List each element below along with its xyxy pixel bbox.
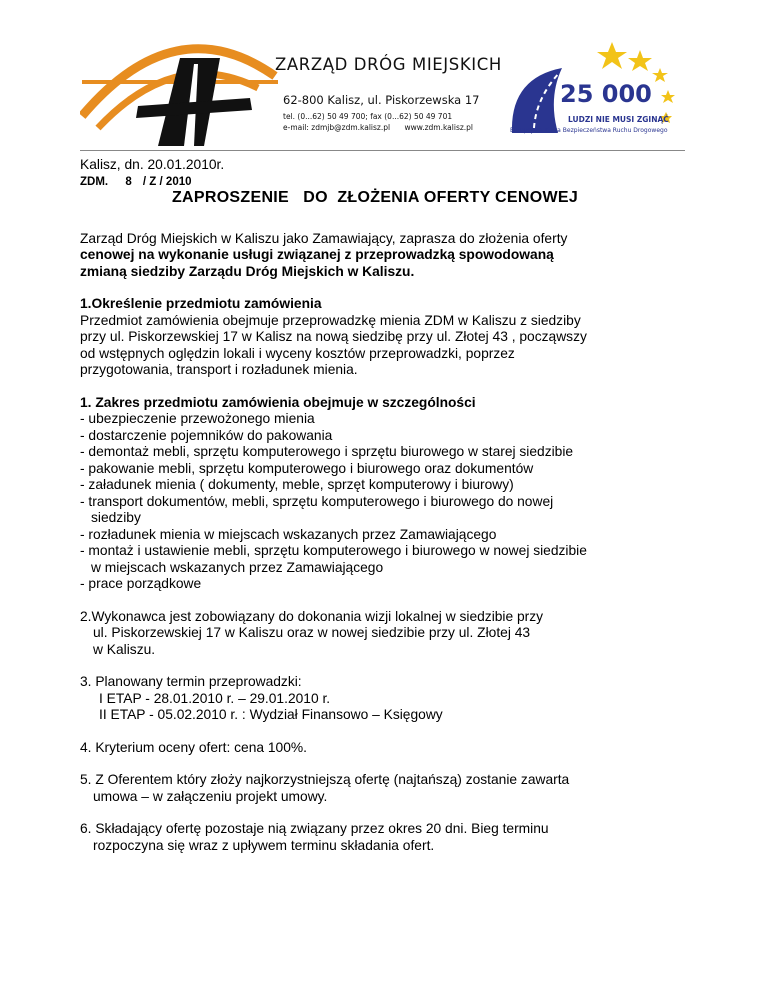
list-item: - prace porządkowe	[80, 576, 202, 591]
list-item: - pakowanie mebli, sprzętu komputerowego i biurowego oraz dokumentów	[80, 460, 534, 476]
section-contract: 5. Z Oferentem który złoży najkorzystniejszą ofertę (najtańszą) zostanie zawarta umowa – w załączeniu projekt umowy.	[80, 772, 570, 804]
list-item: - dostarczenie pojemników do pakowania	[80, 427, 333, 443]
org-contact	[283, 111, 473, 133]
document-title: ZAPROSZENIE DO ZŁOŻENIA OFERTY CENOWEJ	[171, 189, 579, 206]
list-item: - ubezpieczenie przewożonego mienia	[80, 411, 315, 426]
badge-number: 25 000	[560, 80, 652, 108]
list-item: - demontaż mebli, sprzętu komputerowego i sprzętu biurowego w starej siedzibie	[80, 444, 574, 459]
letterhead	[0, 0, 768, 150]
reference-number: ZDM. 8 / Z / 2010	[80, 175, 192, 188]
section-validity: 6. Składający ofertę pozostaje nią związany przez okres 20 dni. Bieg terminu rozpoczyna się wraz z upływem terminu składania ofert.	[80, 821, 549, 853]
intro-paragraph: Zarząd Dróg Miejskich w Kaliszu jako Zamawiający, zaprasza do złożenia oferty cenowej na wykonanie usługi związanej z przeprowadzką spowodowaną zmianą siedziby Zarządu Dróg Miejskich w Kaliszu.	[80, 230, 568, 279]
section-heading: 1. Zakres przedmiotu zamówienia obejmuje w szczególności	[80, 394, 476, 410]
list-item: - montaż i ustawienie mebli, sprzętu komputerowego i biurowego w nowej siedzibie	[80, 543, 587, 558]
section-site-visit: 2.Wykonawca jest zobowiązany do dokonania wizji lokalnej w siedzibie przy ul. Piskorzewskiej 17 w Kaliszu oraz w nowej siedzibie przy ul. Złotej 43 w Kaliszu.	[80, 608, 544, 657]
list-item: - transport dokumentów, mebli, sprzętu komputerowego i biurowego do nowej	[80, 493, 554, 509]
letter-body	[80, 157, 700, 854]
header-divider	[80, 150, 685, 151]
badge-subtitle: Europejska Karta Bezpieczeństwa Ruchu Drogowego	[510, 127, 668, 134]
letter-date: Kalisz, dn. 20.01.2010r.	[80, 157, 225, 172]
org-address: 62-800 Kalisz, ul. Piskorzewska 17	[283, 93, 480, 107]
phone-fax: tel. (0...62) 50 49 700; fax (0...62) 50 49 701	[283, 112, 453, 121]
section-heading: 1.Określenie przedmiotu zamówienia	[80, 296, 322, 311]
section-criteria: 4. Kryterium oceny ofert: cena 100%.	[80, 739, 307, 755]
list-item: - załadunek mienia ( dokumenty, meble, sprzęt komputerowy i biurowy)	[80, 477, 514, 492]
list-item: siedziby	[91, 510, 141, 525]
list-item: w miejscach wskazanych przez Zamawiającego	[91, 559, 384, 575]
website-link[interactable]: www.zdm.kalisz.pl	[404, 123, 474, 132]
email-link[interactable]: e-mail: zdmjb@zdm.kalisz.pl	[283, 123, 391, 132]
org-name: ZARZĄD DRÓG MIEJSKICH	[275, 55, 502, 74]
badge-slogan: LUDZI NIE MUSI ZGINĄĆ	[568, 115, 669, 124]
list-item: - rozładunek mienia w miejscach wskazanych przez Zamawiającego	[80, 526, 497, 542]
zdm-logo-icon	[80, 36, 280, 148]
section-schedule: 3. Planowany termin przeprowadzki: I ETAP - 28.01.2010 r. – 29.01.2010 r. II ETAP - 05.02.2010 r. : Wydział Finansowo – Księgowy	[80, 674, 443, 722]
section-scope	[80, 395, 700, 593]
section-subject: 1.Określenie przedmiotu zamówienia Przedmiot zamówienia obejmuje przeprowadzkę mienia ZDM w Kaliszu z siedziby przy ul. Piskorzewskiej 17 w Kalisz na nową siedzibę przy ul. Złotej 43 , począwszy od wstępnych oględzin lokali i wyceny kosztów przeprowadzki, poprzez przygotowania, transport i rozładunek mienia.	[80, 296, 700, 379]
